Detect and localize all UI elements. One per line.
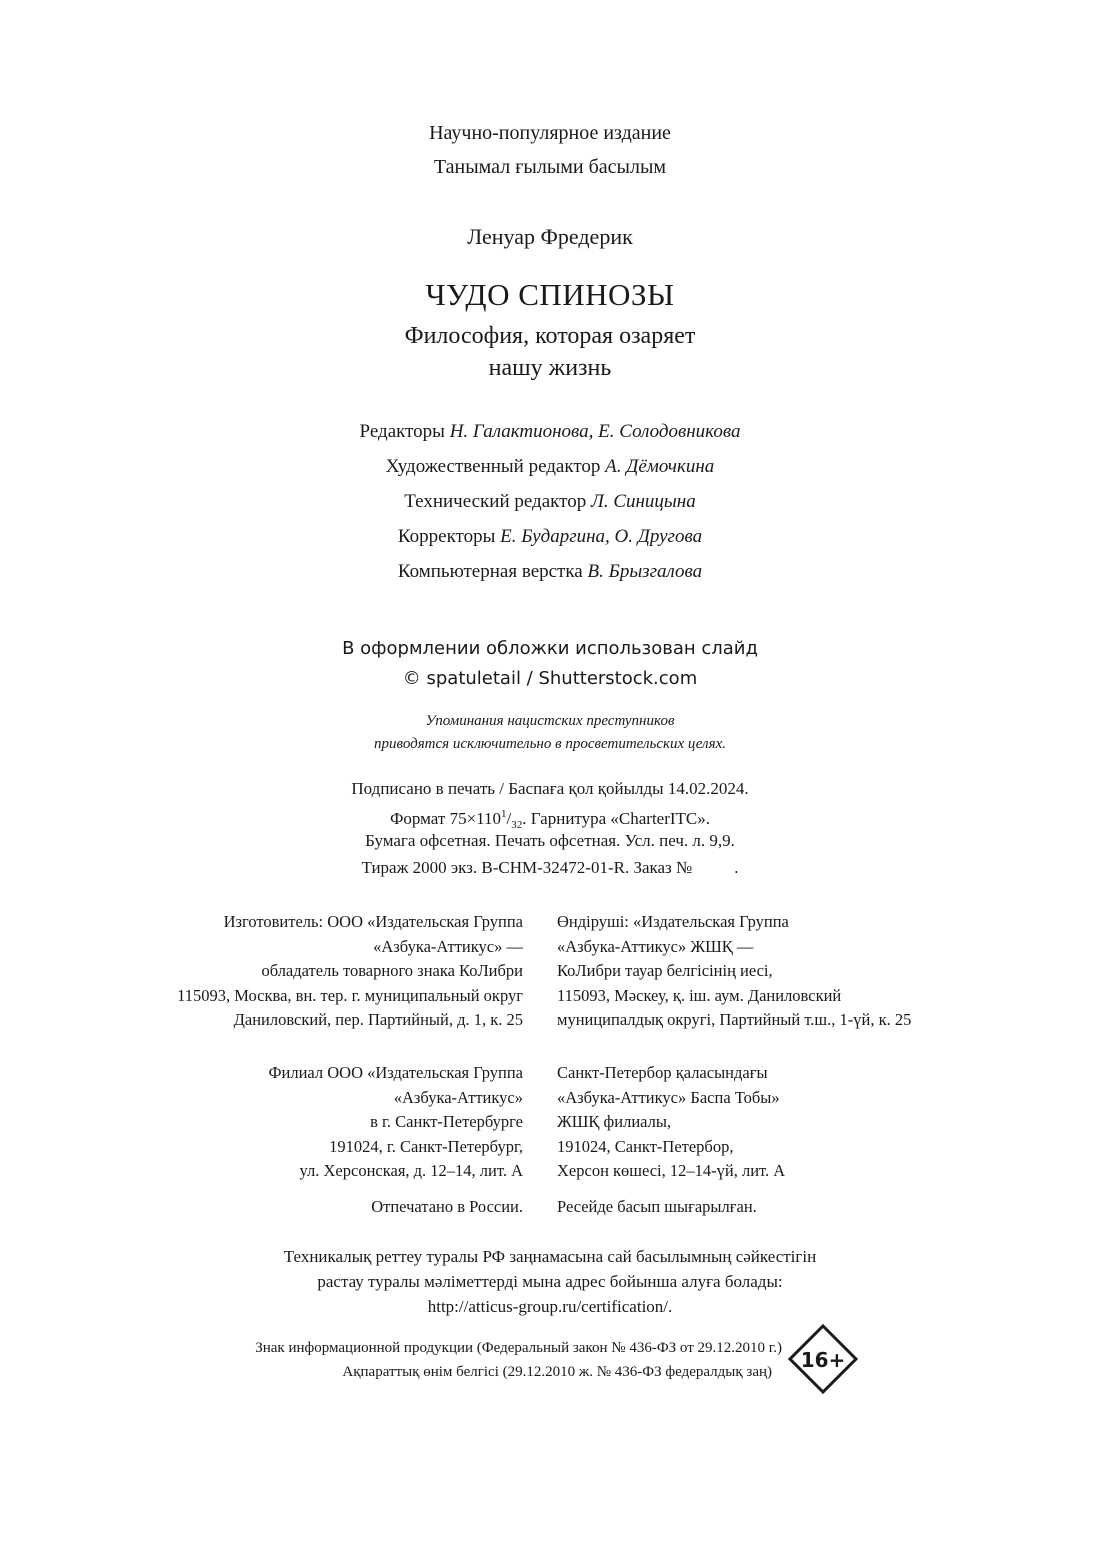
branch-ru-line: «Азбука-Аттикус» [393, 1087, 523, 1107]
branch-ru-line: 191024, г. Санкт-Петербург, [329, 1136, 523, 1156]
credit-tech-editor [0, 484, 1100, 519]
cover-credit-line-2: © spatuletail / Shutterstock.com [402, 668, 698, 689]
book-subtitle-line-1: Философия, которая озаряет [404, 323, 696, 349]
printed-ru: Отпечатано в России. [371, 1197, 523, 1216]
print-run-end: . [734, 858, 739, 877]
manufacturer-kz [557, 910, 911, 1033]
manufacturer-ru-line: обладатель товарного знака КоЛибри [261, 961, 523, 980]
notice-line-2: приводятся исключительно в просветительских целях. [374, 736, 726, 752]
branch-ru-line: в г. Санкт-Петербурге [370, 1112, 523, 1131]
age-rating-text: 16+ [800, 1348, 846, 1372]
info-sign-kz: Ақпараттық өнім белгісі (29.12.2010 ж. № 436-ФЗ федералдық заң) [342, 1364, 772, 1380]
credit-role: Художественный редактор [385, 456, 601, 477]
branch-kz-line: 191024, Санкт-Петербор, [557, 1136, 734, 1156]
credit-names: Н. Галактионова, Е. Солодовникова [449, 421, 741, 442]
genre-ru: Научно-популярное издание [429, 122, 671, 144]
credit-art-editor [0, 449, 1100, 484]
branch-ru-line: ул. Херсонская, д. 12–14, лит. А [299, 1161, 523, 1180]
credit-role: Редакторы [359, 421, 445, 442]
notice-line-1: Упоминания нацистских преступников [425, 713, 675, 729]
branch-kz-line: «Азбука-Аттикус» Баспа Тобы» [557, 1087, 780, 1107]
print-paper: Бумага офсетная. Печать офсетная. Усл. печ. л. 9,9. [365, 831, 735, 850]
cover-credit-line-1: В оформлении обложки использован слайд [342, 638, 758, 659]
credit-role: Корректоры [397, 526, 496, 547]
manufacturer-ru-line: 115093, Москва, вн. тер. г. муниципальный округ [177, 985, 523, 1005]
print-run [0, 856, 1100, 880]
info-sign-ru: Знак информационной продукции (Федеральный закон № 436-ФЗ от 29.12.2010 г.) [255, 1340, 782, 1356]
book-title: ЧУДО СПИНОЗЫ [425, 277, 675, 312]
format-suffix: . Гарнитура «CharterITC». [522, 809, 711, 828]
branch-kz-line: Херсон көшесі, 12–14-үй, лит. А [557, 1161, 786, 1180]
certification-line-2: растау туралы мәліметтерді мына адрес бойынша алуға болады: [317, 1272, 783, 1291]
credit-names: В. Брызгалова [587, 561, 703, 582]
credit-names: А. Дёмочкина [605, 456, 715, 477]
printed-kz: Ресейде басып шығарылған. [557, 1197, 757, 1216]
manufacturer-kz-line: «Азбука-Аттикус» ЖШҚ — [557, 936, 754, 956]
credit-names: Е. Бударгина, О. Другова [500, 526, 703, 547]
branch-kz-line: Санкт-Петербор қаласындағы [557, 1063, 768, 1082]
branch-ru-line: Филиал ООО «Издательская Группа [268, 1063, 523, 1082]
certification-link[interactable]: http://atticus-group.ru/certification/. [427, 1297, 673, 1316]
branch-ru [269, 1061, 524, 1184]
author-name: Ленуар Фредерик [467, 224, 633, 249]
credit-proofreaders [0, 519, 1100, 554]
format-prefix: Формат 75×110 [389, 809, 502, 828]
manufacturer-kz-line: КоЛибри тауар белгісінің иесі, [557, 961, 773, 980]
manufacturer-kz-line: 115093, Мәскеу, қ. іш. аум. Даниловский [557, 985, 842, 1005]
manufacturer-kz-line: Өндіруші: «Издательская Группа [557, 912, 789, 931]
book-subtitle-line-2: нашу жизнь [488, 355, 612, 381]
manufacturer-ru [177, 910, 523, 1033]
branch-kz-line: ЖШҚ филиалы, [557, 1112, 672, 1131]
manufacturer-ru-line: Изготовитель: ООО «Издательская Группа [223, 912, 523, 931]
credit-layout [0, 554, 1100, 589]
manufacturer-ru-line: «Азбука-Аттикус» — [373, 936, 523, 956]
format-denominator: 32 [511, 819, 523, 831]
credit-editors [0, 414, 1100, 449]
credit-role: Компьютерная верстка [397, 561, 583, 582]
print-signed: Подписано в печать / Баспаға қол қойылды 14.02.2024. [351, 779, 749, 798]
age-rating-badge [788, 1324, 858, 1394]
print-run-text: Тираж 2000 экз. B-CHM-32472-01-R. Заказ № [361, 858, 693, 877]
manufacturer-kz-line: муниципалдық округі, Партийный т.ш., 1-үй, к. 25 [557, 1010, 912, 1029]
credit-role: Технический редактор [404, 491, 587, 512]
credit-names: Л. Синицына [590, 491, 696, 512]
manufacturer-ru-line: Даниловский, пер. Партийный, д. 1, к. 25 [233, 1010, 523, 1029]
certification-line-1: Техникалық реттеу туралы РФ заңнамасына сай басылымның сәйкестігін [283, 1247, 817, 1266]
print-format: Формат $75\times 110^1/_{32}$. Гарнитура «CharterITC». [389, 808, 711, 831]
format-numerator: 1 [501, 808, 507, 820]
branch-kz [557, 1061, 785, 1184]
genre-kz: Танымал ғылыми басылым [433, 156, 667, 178]
